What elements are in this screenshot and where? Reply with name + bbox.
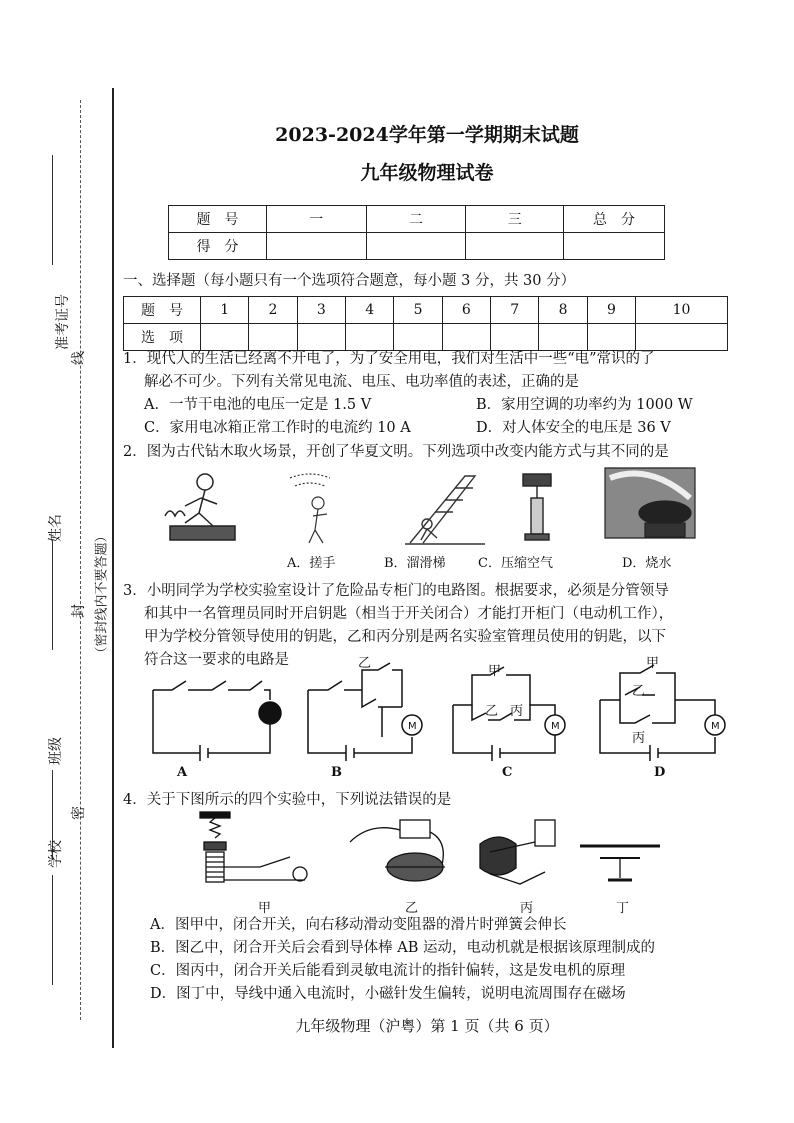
circuit-d xyxy=(600,665,725,761)
page-footer: 九年级物理（沪粤）第 1 页（共 6 页） xyxy=(295,1017,559,1035)
seal-feng: 封 xyxy=(71,604,87,618)
q2-option-d: D．烧水 xyxy=(622,556,672,571)
answer-header-label: 题 号 xyxy=(124,297,201,324)
fig-label-jia: 甲 xyxy=(258,901,272,916)
q4-option-d: D．图丁中，导线中通入电流时，小磁针发生偏转，说明电流周围存在磁场 xyxy=(150,986,626,1002)
answer-number: 9 xyxy=(587,297,635,324)
q2-option-a: A．搓手 xyxy=(287,556,336,571)
score-cell xyxy=(466,233,564,260)
fire-drill-illustration xyxy=(165,474,235,540)
label-school: 学校 xyxy=(48,840,64,868)
score-header-cell: 题 号 xyxy=(169,206,267,233)
score-cell xyxy=(266,233,366,260)
school-underline xyxy=(52,875,54,985)
answer-cell xyxy=(346,324,394,351)
q3-line3: 甲为学校分管领导使用的钥匙，乙和丙分别是两名实验室管理员使用的钥匙，以下 xyxy=(144,629,666,645)
circuit-b xyxy=(308,663,422,761)
answer-number: 7 xyxy=(491,297,539,324)
answer-number: 4 xyxy=(346,297,394,324)
label-exam-number: 准考证号 xyxy=(55,294,71,350)
answer-number: 3 xyxy=(297,297,345,324)
score-cell xyxy=(366,233,466,260)
q4-option-a: A．图甲中，闭合开关，向右移动滑动变阻器的滑片时弹簧会伸长 xyxy=(150,917,567,933)
seal-xian: 线 xyxy=(71,351,87,365)
q4-experiment-illustrations xyxy=(190,812,670,892)
q3-line4: 符合这一要求的电路是 xyxy=(144,652,289,668)
section1-heading: 一、选择题（每小题只有一个选项符合题意，每小题 3 分，共 30 分） xyxy=(123,273,576,289)
q3-line1: 3．小明同学为学校实验室设计了危险品专柜门的电路图。根据要求，必须是分管领导 xyxy=(123,583,669,599)
answer-number: 8 xyxy=(539,297,587,324)
motor-label-c: M xyxy=(551,721,560,732)
generator-principle-illustration xyxy=(480,820,555,884)
answer-cell xyxy=(442,324,490,351)
binding-line xyxy=(112,88,114,1048)
q2-illustrations xyxy=(155,468,715,548)
q1-line1: 1．现代人的生活已经离不开电了，为了安全用电，我们对生活中一些“电”常识的了 xyxy=(123,351,655,367)
switch-yi-d: 乙 xyxy=(632,684,646,699)
q1-option-b: B．家用空调的功率约为 1000 W xyxy=(476,397,693,413)
q2-line1: 2．图为古代钻木取火场景，开创了华夏文明。下列选项中改变内能方式与其不同的是 xyxy=(123,444,669,460)
answer-number: 2 xyxy=(249,297,297,324)
circuit-c xyxy=(453,667,565,761)
fig-label-yi: 乙 xyxy=(405,901,419,916)
seal-mi: 密 xyxy=(71,806,87,820)
exam-subtitle: 九年级物理试卷 xyxy=(360,162,494,184)
circuit-a xyxy=(153,681,281,761)
circuit-label-b: B xyxy=(331,765,342,780)
answer-cell xyxy=(297,324,345,351)
motor-label-d: M xyxy=(711,721,720,732)
switch-bing-d: 丙 xyxy=(632,731,646,746)
switch-jia-c: 甲 xyxy=(488,664,502,679)
fig-label-ding: 丁 xyxy=(616,901,630,916)
fig-label-bing: 丙 xyxy=(520,901,534,916)
score-table xyxy=(168,205,665,260)
score-cell xyxy=(564,233,665,260)
q4-option-c: C．图丙中，闭合开关后能看到灵敏电流计的指针偏转，这是发电机的原理 xyxy=(150,963,626,979)
q4-line1: 4．关于下图所示的四个实验中，下列说法错误的是 xyxy=(123,792,452,808)
answer-cell xyxy=(636,324,728,351)
answer-cell xyxy=(587,324,635,351)
boiling-water-illustration xyxy=(605,468,695,538)
q3-line2: 和其中一名管理员同时开启钥匙（相当于开关闭合）才能打开柜门（电动机工作）， xyxy=(144,606,674,622)
answer-number: 1 xyxy=(201,297,249,324)
switch-bing-c: 丙 xyxy=(510,704,524,719)
score-header-cell: 三 xyxy=(466,206,564,233)
answer-cell xyxy=(539,324,587,351)
switch-jia-d: 甲 xyxy=(646,656,660,671)
circuit-label-a: A xyxy=(177,765,188,780)
circuit-label-d: D xyxy=(654,765,666,780)
slide-illustration xyxy=(405,476,485,544)
answer-table xyxy=(123,296,728,351)
circuit-label-c: C xyxy=(502,765,513,780)
q1-line2: 解必不可少。下列有关常见电流、电压、电功率值的表述，正确的是 xyxy=(144,374,579,390)
score-header-cell: 总 分 xyxy=(564,206,665,233)
answer-cell xyxy=(249,324,297,351)
motor-label-b: M xyxy=(408,721,417,732)
compress-air-illustration xyxy=(523,474,551,540)
answer-row-label: 选 项 xyxy=(124,324,201,351)
switch-yi-b: 乙 xyxy=(358,656,372,671)
score-row-label: 得 分 xyxy=(169,233,267,260)
q1-option-c: C．家用电冰箱正常工作时的电流约 10 A xyxy=(144,420,411,436)
answer-number: 10 xyxy=(636,297,728,324)
label-name: 姓名 xyxy=(48,514,64,542)
compass-wire-illustration xyxy=(580,846,660,880)
label-class: 班级 xyxy=(48,737,64,765)
motor-principle-illustration xyxy=(350,820,445,881)
rubbing-hands-illustration xyxy=(290,474,330,543)
q2-option-b: B．溜滑梯 xyxy=(384,556,446,571)
electromagnet-spring-illustration xyxy=(200,812,307,882)
seal-note: （密封线内不要答题） xyxy=(94,529,110,660)
answer-cell xyxy=(201,324,249,351)
answer-cell xyxy=(491,324,539,351)
exam-title: 2023-2024学年第一学期期末试题 xyxy=(275,124,579,146)
answer-cell xyxy=(394,324,442,351)
q1-option-d: D．对人体安全的电压是 36 V xyxy=(476,420,671,436)
answer-number: 6 xyxy=(442,297,490,324)
score-header-cell: 一 xyxy=(266,206,366,233)
seal-dashed-line xyxy=(80,100,81,1020)
q4-option-b: B．图乙中，闭合开关后会看到导体棒 AB 运动，电动机就是根据该原理制成的 xyxy=(150,940,655,956)
name-underline xyxy=(52,540,54,650)
score-header-cell: 二 xyxy=(366,206,466,233)
answer-number: 5 xyxy=(394,297,442,324)
q2-option-c: C．压缩空气 xyxy=(478,556,553,571)
q1-option-a: A．一节干电池的电压一定是 1.5 V xyxy=(144,397,372,413)
switch-yi-c: 乙 xyxy=(485,704,499,719)
